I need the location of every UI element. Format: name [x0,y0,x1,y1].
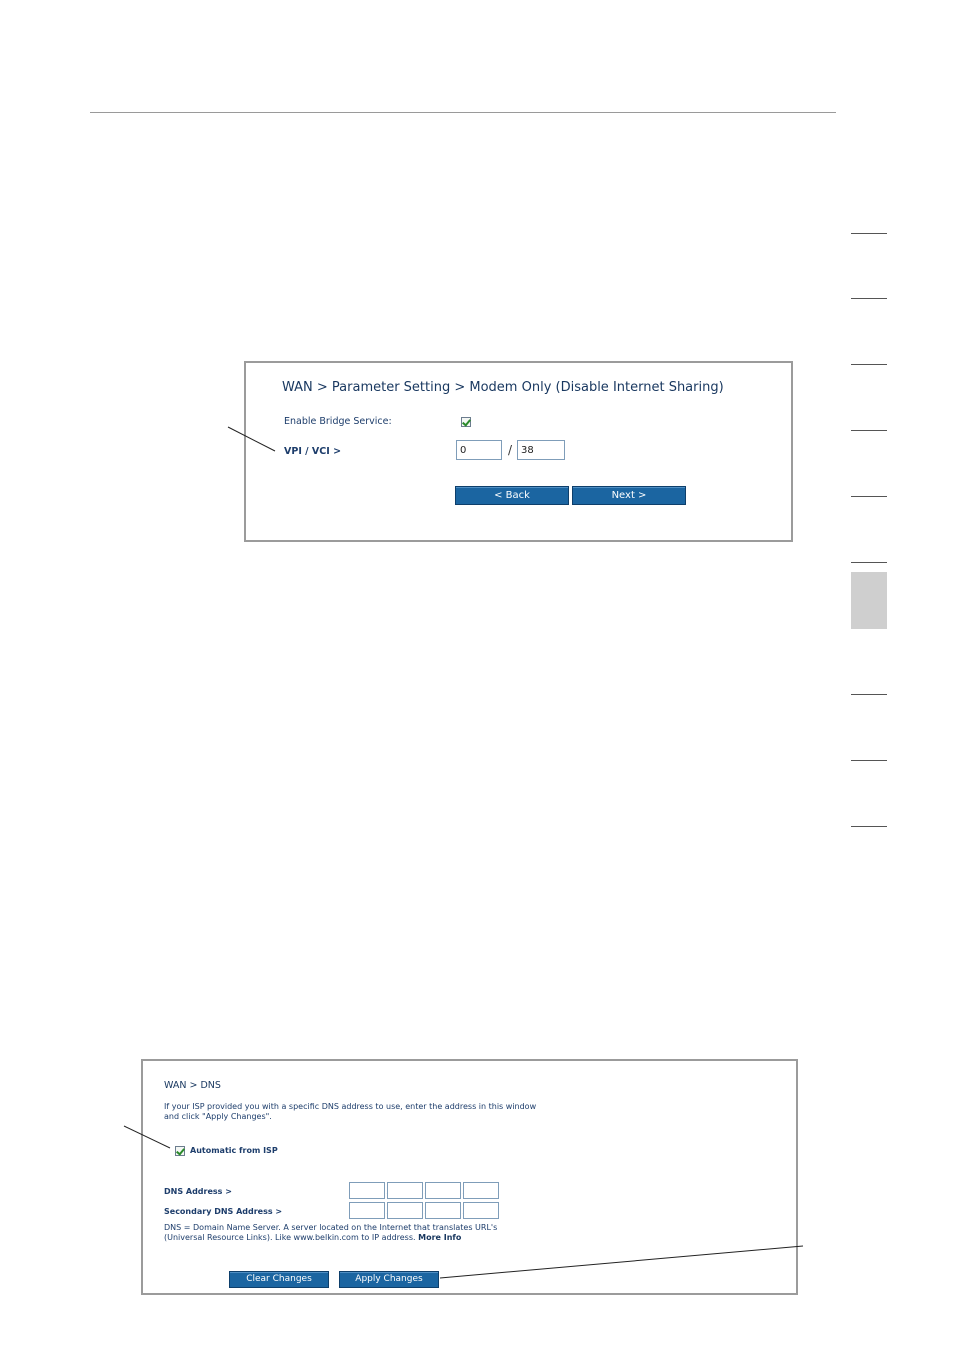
enable-bridge-label: Enable Bridge Service: [284,416,392,427]
clear-changes-button[interactable]: Clear Changes [229,1271,329,1288]
dns-note-line1: DNS = Domain Name Server. A server located on the Internet that translates URL's [164,1223,498,1232]
more-info-link[interactable]: More Info [418,1233,462,1242]
intro-text-line1: If your ISP provided you with a specific DNS address to use, enter the address in this window [164,1102,537,1111]
dns-note-text: (Universal Resource Links). Like www.belkin.com to IP address. [164,1233,416,1242]
back-button[interactable]: < Back [455,486,569,505]
next-button[interactable]: Next > [572,486,686,505]
dns-address-label: DNS Address > [164,1187,232,1196]
page-title: WAN > Parameter Setting > Modem Only (Disable Internet Sharing) [282,380,724,395]
page-title: WAN > DNS [164,1080,221,1091]
vpi-vci-label: VPI / VCI > [284,446,342,457]
vpi-vci-separator: / [508,443,513,457]
secondary-dns-address-label: Secondary DNS Address > [164,1207,283,1216]
auto-isp-callout-line [124,1126,170,1148]
apply-changes-button[interactable]: Apply Changes [339,1271,439,1288]
automatic-from-isp-label: Automatic from ISP [190,1146,278,1155]
intro-text-line2: and click "Apply Changes". [164,1112,272,1121]
vpi-callout-line [228,427,275,451]
apply-callout-line [440,1246,803,1278]
